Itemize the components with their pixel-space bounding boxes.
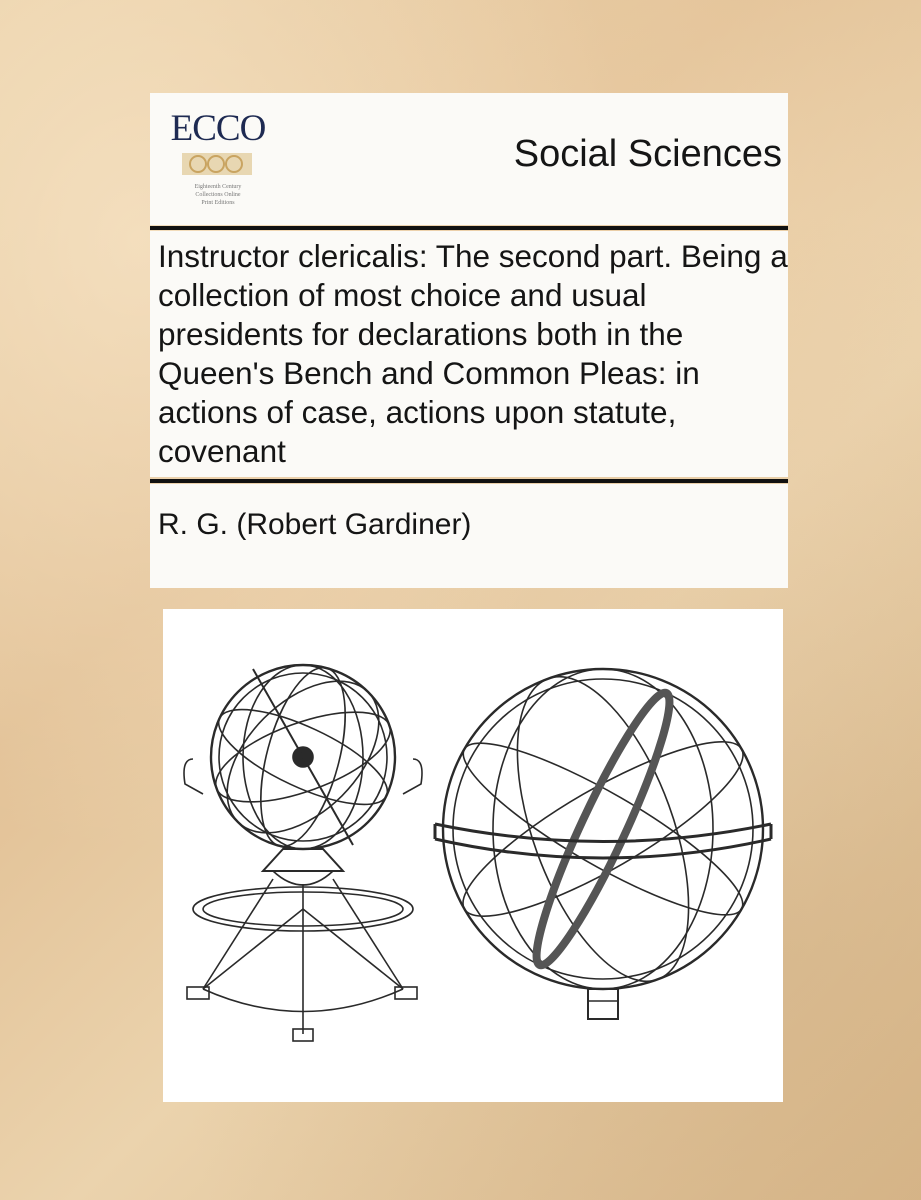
ecco-logo: [168, 107, 272, 215]
logo-caption: [168, 183, 268, 207]
right-armillary-sphere-icon: [435, 655, 771, 1019]
divider-rule: [150, 479, 788, 483]
author-panel: [150, 484, 788, 588]
logo-caption-line: Collections Online: [195, 192, 241, 198]
series-name: Social Sciences: [513, 133, 782, 175]
illustration-panel: [163, 609, 783, 1102]
left-armillary-sphere-icon: [184, 653, 422, 1041]
book-title: Instructor clericalis: The second part. Being a collection of most choice and usual presidents for declarations both in the Queen's Bench and Common Pleas: in actions of case, actions upon statute, covenant: [158, 238, 788, 469]
header-panel: [150, 93, 788, 225]
logo-gold-band-icon: [182, 151, 252, 177]
title-panel: [150, 231, 788, 477]
divider-rule: [150, 226, 788, 230]
logo-letters: ECCO: [170, 108, 266, 149]
armillary-spheres-engraving: [163, 609, 783, 1102]
logo-caption-line: Eighteenth Century: [194, 184, 242, 190]
logo-caption-line: Print Editions: [201, 200, 235, 206]
book-author: R. G. (Robert Gardiner): [158, 508, 472, 541]
